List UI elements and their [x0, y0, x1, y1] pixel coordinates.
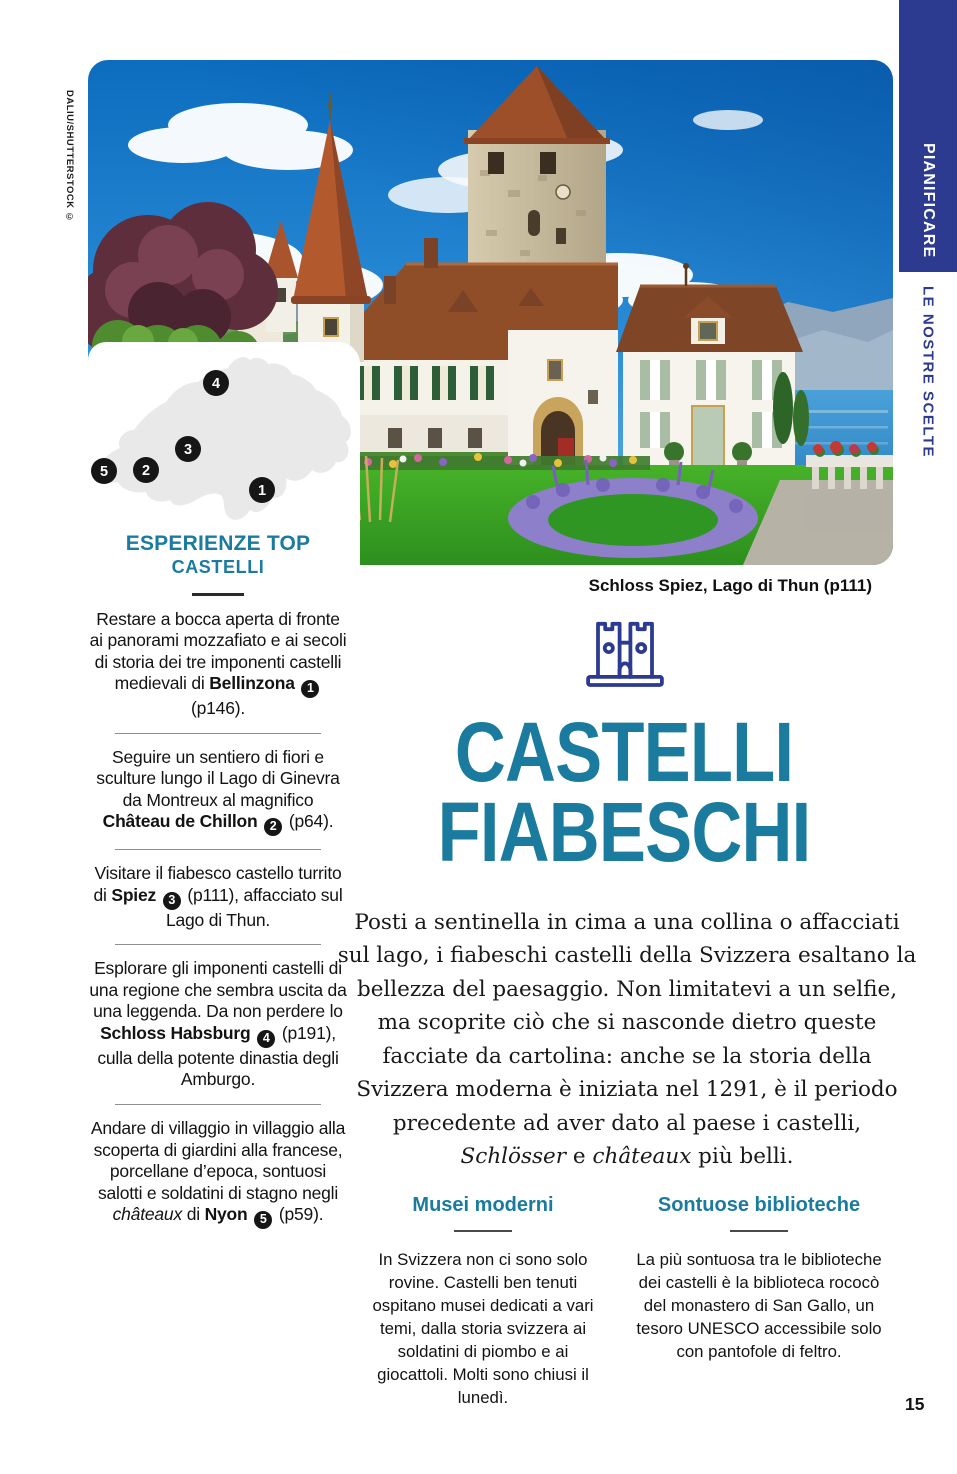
experience-text: Visitare il fiabesco castello turrito di [93, 863, 342, 905]
experience-item [88, 958, 348, 1091]
experience-text: di [182, 1204, 205, 1225]
experience-place: Spiez [111, 884, 157, 905]
divider [115, 944, 321, 945]
section-body: La più sontuosa tra le biblioteche dei castelli è la biblioteca rococò del monastero di San Gallo, un tesoro UNESCO accessibile solo con pantofole di feltro. [636, 1250, 882, 1361]
experience-item [88, 609, 348, 720]
experience-item [88, 747, 348, 837]
experience-text: Seguire un sentiero di fiori e sculture lungo il Lago di Ginevra da Montreux al magnifico [96, 746, 340, 810]
chapter-label-text: LE NOSTRE SCELTE [919, 286, 937, 459]
divider [115, 849, 321, 850]
chapter-label [899, 286, 957, 486]
photo-caption: Schloss Spiez, Lago di Thun (p111) [588, 576, 872, 595]
map-marker-1 [249, 477, 275, 503]
experience-ref: (p59). [274, 1204, 324, 1225]
photo-credit-text: DALIU/SHUTTERSTOCK © [64, 90, 75, 224]
intro-foreign-term: châteaux [592, 1144, 692, 1169]
experience-place: Château de Chillon [102, 811, 258, 832]
section-musei-moderni [360, 1194, 606, 1409]
experience-text: Andare di villaggio in villaggio alla scoperta di giardini alla francese, porcellane d’epoca, sontuosi salotti e soldatini di stagno negli [90, 1118, 346, 1203]
map-marker-2 [133, 457, 159, 483]
marker-badge: 4 [257, 1030, 275, 1048]
experience-item [88, 1118, 348, 1229]
marker-badge: 5 [254, 1211, 272, 1229]
divider [115, 1104, 321, 1105]
article-title [354, 705, 894, 879]
article-title-line2: FIABESCHI [437, 785, 811, 879]
section-tab-label: PIANIFICARE [920, 142, 937, 258]
divider [115, 733, 321, 734]
section-tab [899, 0, 957, 272]
map-marker-3 [175, 436, 201, 462]
experience-ref: (p146). [190, 698, 246, 719]
article-title-line1: CASTELLI [454, 705, 794, 799]
experiences-subheading: CASTELLI [171, 557, 265, 577]
experience-text: Restare a bocca aperta di fronte ai panorami mozzafiato e ai secoli di storia dei tre imponenti castelli medievali di [89, 608, 347, 694]
section-rule [454, 1230, 512, 1232]
switzerland-map [90, 348, 358, 558]
svg-text:1: 1 [257, 483, 267, 499]
intro-text: e [566, 1144, 593, 1169]
intro-text: più belli. [691, 1144, 794, 1169]
page-number: 15 [905, 1394, 925, 1414]
experience-ref: (p111), affacciato sul Lago di Thun. [165, 884, 343, 930]
experience-item [88, 863, 348, 931]
svg-text:5: 5 [99, 464, 109, 480]
map-marker-4 [203, 370, 229, 396]
svg-text:2: 2 [141, 463, 151, 479]
intro-foreign-term: Schlösser [460, 1144, 567, 1169]
marker-badge: 3 [163, 892, 181, 910]
section-rule [730, 1230, 788, 1232]
section-sontuose-biblioteche [636, 1194, 882, 1363]
experience-place: Schloss Habsburg [100, 1023, 251, 1044]
experience-ref: (p191), culla della potente dinastia degli Amburgo. [97, 1023, 339, 1090]
section-body: In Svizzera non ci sono solo rovine. Castelli ben tenuti ospitano musei dedicati a vari temi, dalla storia svizzera ai soldatini di piombo e ai giocattoli. Molti sono chiusi il lunedì. [372, 1250, 594, 1407]
experience-foreign-term: châteaux [112, 1204, 183, 1225]
svg-text:4: 4 [211, 376, 221, 392]
experiences-column [88, 532, 348, 1242]
marker-badge: 1 [301, 680, 319, 698]
heading-rule [192, 593, 244, 596]
experience-text: Esplorare gli imponenti castelli di una regione che sembra uscita da una leggenda. Da non perdere lo [89, 958, 347, 1022]
intro-paragraph [337, 906, 917, 1174]
section-heading: Musei moderni [412, 1194, 554, 1216]
experience-place: Bellinzona [209, 673, 295, 694]
map-marker-5 [91, 458, 117, 484]
experience-ref: (p64). [284, 811, 334, 832]
marker-badge: 2 [264, 818, 282, 836]
experiences-heading: ESPERIENZE TOP [125, 532, 311, 555]
castle-icon [580, 610, 670, 688]
intro-text: Posti a sentinella in cima a una collina o affacciati sul lago, i fiabeschi castelli della Svizzera esaltano la bellezza del paesaggio. Non limitatevi a un selfie, ma scoprite ciò che si nasconde dietro queste facciate da cartolina: anche se la storia della Svizzera moderna è iniziata nel 1291, è il periodo precedente ad aver dato al paese i castelli, [337, 909, 917, 1136]
photo-credit [64, 90, 75, 250]
section-heading: Sontuose biblioteche [657, 1194, 861, 1216]
svg-text:3: 3 [183, 442, 193, 458]
experience-place: Nyon [204, 1204, 248, 1225]
